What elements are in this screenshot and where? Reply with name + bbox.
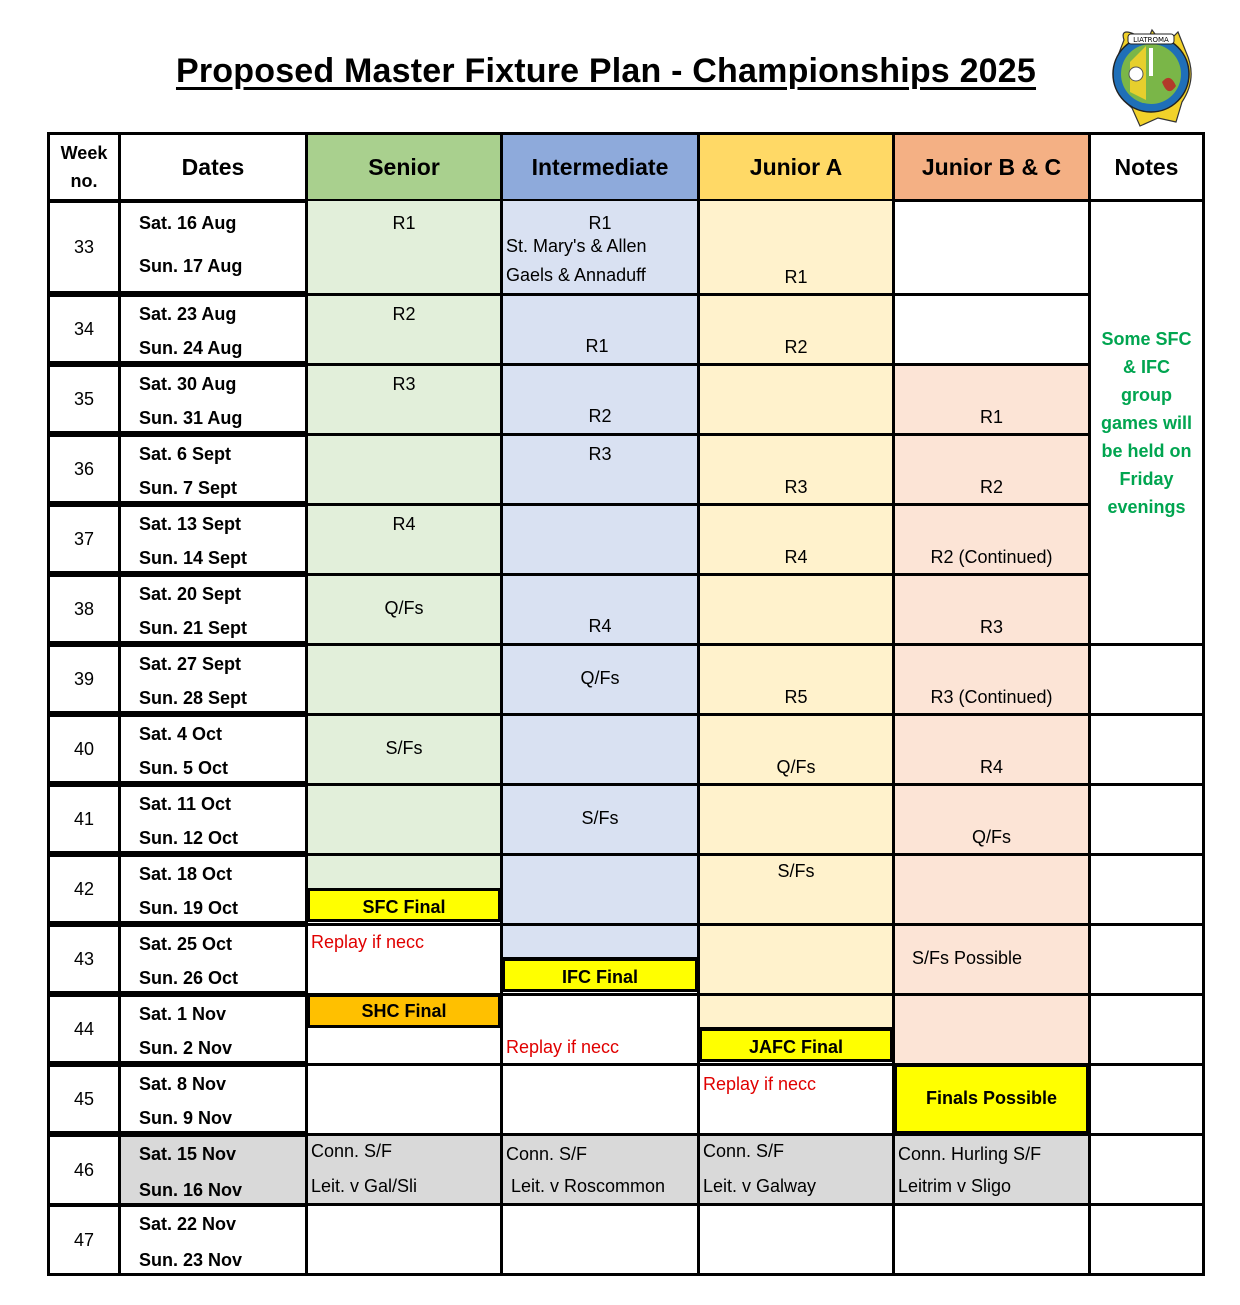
sunday-date: Sun. 17 Aug — [139, 256, 243, 276]
senior-w38: Q/Fs — [384, 598, 424, 618]
column-separator — [305, 132, 308, 1276]
week-number: 43 — [73, 949, 95, 969]
junior-bc-conn-line1: Conn. Hurling S/F — [898, 1144, 1042, 1164]
week-number: 35 — [73, 389, 95, 409]
junior-a-replay-45: Replay if necc — [703, 1074, 817, 1094]
intermediate-w35: R2 — [588, 406, 612, 426]
senior-conn-line1: Conn. S/F — [311, 1141, 393, 1161]
junior-bc-w36: R2 — [979, 477, 1003, 497]
junior-bc-w45: Finals Possible — [925, 1088, 1058, 1108]
junior-bc-w35: R1 — [979, 407, 1003, 427]
junior-a-w39: R5 — [784, 687, 808, 707]
row-separator — [305, 363, 1205, 366]
page-title: Proposed Master Fixture Plan - Championships 2025 — [175, 52, 1037, 90]
saturday-date: Sat. 27 Sept — [139, 654, 242, 674]
intermediate-ifc-final-label: IFC Final — [562, 967, 638, 987]
saturday-date: Sat. 23 Aug — [139, 304, 237, 324]
saturday-date: Sat. 1 Nov — [139, 1004, 227, 1024]
week-number: 37 — [73, 529, 95, 549]
sunday-date: Sun. 31 Aug — [139, 408, 243, 428]
saturday-date: Sat. 13 Sept — [139, 514, 242, 534]
intermediate-w33-line3: Gaels & Annaduff — [506, 265, 646, 285]
row-separator — [305, 853, 1205, 856]
junior-a-jafc-final-label: JAFC Final — [748, 1037, 843, 1057]
header-intermediate: Intermediate — [500, 132, 700, 202]
junior-a-w36: R3 — [784, 477, 808, 497]
junior-a-w40: Q/Fs — [776, 757, 816, 777]
saturday-date: Sat. 8 Nov — [139, 1074, 227, 1094]
week-number: 44 — [73, 1019, 95, 1039]
header-notes: Notes — [1088, 132, 1205, 202]
sunday-date: Sun. 16 Nov — [139, 1180, 243, 1200]
junior-a-w34: R2 — [784, 337, 808, 357]
week-number: 41 — [73, 809, 95, 829]
intermediate-w34: R1 — [585, 336, 609, 356]
intermediate-w33-line2: St. Mary's & Allen — [506, 236, 647, 256]
row-separator — [305, 923, 1205, 926]
senior-w35: R3 — [392, 374, 416, 394]
intermediate-w41: S/Fs — [581, 808, 619, 828]
sunday-date: Sun. 23 Nov — [139, 1250, 243, 1270]
junior-a-w37: R4 — [784, 547, 808, 567]
intermediate-conn-line1: Conn. S/F — [506, 1144, 588, 1164]
junior-a-conn-line1: Conn. S/F — [703, 1141, 785, 1161]
header-junior-bc: Junior B & C — [892, 132, 1091, 202]
week-number: 36 — [73, 459, 95, 479]
saturday-date: Sat. 25 Oct — [139, 934, 233, 954]
week-number: 39 — [73, 669, 95, 689]
saturday-date: Sat. 16 Aug — [139, 213, 237, 233]
intermediate-w36: R3 — [588, 444, 612, 464]
intermediate-conn-line2: Leit. v Roscommon — [506, 1176, 666, 1196]
junior-bc-w40: R4 — [979, 757, 1003, 777]
junior-bc-w41: Q/Fs — [972, 827, 1011, 847]
junior-bc-w39: R3 (Continued) — [930, 687, 1053, 707]
intermediate-w38: R4 — [588, 616, 612, 636]
header-dates: Dates — [118, 132, 308, 202]
junior-bc-w38: R3 — [979, 617, 1003, 637]
sunday-date: Sun. 9 Nov — [139, 1108, 233, 1128]
senior-w40: S/Fs — [385, 738, 423, 758]
junior-bc-w43: S/Fs Possible — [912, 948, 1023, 968]
row-separator — [305, 293, 1205, 296]
week-number: 38 — [73, 599, 95, 619]
sunday-date: Sun. 2 Nov — [139, 1038, 233, 1058]
svg-text:LIATROMA: LIATROMA — [1133, 36, 1169, 44]
senior-replay-43: Replay if necc — [311, 932, 425, 952]
sunday-date: Sun. 7 Sept — [139, 478, 238, 498]
header-junior-a: Junior A — [697, 132, 895, 202]
sunday-date: Sun. 24 Aug — [139, 338, 243, 358]
junior-a-w42: S/Fs — [777, 861, 815, 881]
row-separator — [305, 433, 1205, 436]
county-crest-logo — [1106, 22, 1196, 128]
row-separator — [305, 1133, 1205, 1136]
junior-bc-conn-line2: Leitrim v Sligo — [898, 1176, 1012, 1196]
sunday-date: Sun. 19 Oct — [139, 898, 239, 918]
saturday-date: Sat. 20 Sept — [139, 584, 242, 604]
saturday-date: Sat. 18 Oct — [139, 864, 233, 884]
week-number: 33 — [73, 237, 95, 257]
senior-w37: R4 — [392, 514, 416, 534]
saturday-date: Sat. 11 Oct — [139, 794, 232, 814]
row-separator — [305, 713, 1205, 716]
sunday-date: Sun. 14 Sept — [139, 548, 248, 568]
saturday-date: Sat. 6 Sept — [139, 444, 232, 464]
header-week-label: Week no. — [60, 143, 108, 191]
intermediate-replay-44: Replay if necc — [506, 1037, 620, 1057]
saturday-date: Sat. 4 Oct — [139, 724, 223, 744]
saturday-date: Sat. 22 Nov — [139, 1214, 237, 1234]
senior-w33: R1 — [392, 213, 416, 233]
sunday-date: Sun. 21 Sept — [139, 618, 248, 638]
junior-a-w33: R1 — [784, 267, 808, 287]
saturday-date: Sat. 15 Nov — [139, 1144, 237, 1164]
sunday-date: Sun. 26 Oct — [139, 968, 239, 988]
week-number: 40 — [73, 739, 95, 759]
week-number: 47 — [73, 1230, 95, 1250]
header-senior: Senior — [305, 132, 503, 202]
intermediate-body — [500, 200, 700, 958]
senior-w34: R2 — [392, 304, 416, 324]
week-number: 34 — [73, 319, 95, 339]
saturday-date: Sat. 30 Aug — [139, 374, 237, 394]
column-separator — [892, 132, 895, 1276]
senior-shc-final-label: SHC Final — [361, 1001, 447, 1021]
sunday-date: Sun. 5 Oct — [139, 758, 229, 778]
week-number: 42 — [73, 879, 95, 899]
row-separator — [305, 573, 1205, 576]
row-separator — [305, 993, 1205, 996]
week-number: 45 — [73, 1089, 95, 1109]
intermediate-w39: Q/Fs — [580, 668, 620, 688]
row-separator — [305, 643, 1205, 646]
column-separator — [697, 132, 700, 1276]
row-separator — [305, 783, 1205, 786]
sunday-date: Sun. 28 Sept — [139, 688, 248, 708]
row-separator — [305, 1203, 1205, 1206]
week-number: 46 — [73, 1160, 95, 1180]
row-separator — [305, 503, 1205, 506]
row-separator — [305, 1063, 1205, 1066]
notes-text: Some SFC & IFC group games will be held on Friday evenings — [1100, 329, 1193, 517]
senior-sfc-final-label: SFC Final — [362, 897, 446, 917]
junior-a-body — [697, 200, 895, 1028]
senior-conn-line2: Leit. v Gal/Sli — [311, 1176, 418, 1196]
junior-a-conn-line2: Leit. v Galway — [703, 1176, 817, 1196]
sunday-date: Sun. 12 Oct — [139, 828, 239, 848]
intermediate-w33-line1: R1 — [588, 213, 612, 233]
column-separator — [500, 132, 503, 1276]
junior-bc-w37: R2 (Continued) — [930, 547, 1053, 567]
